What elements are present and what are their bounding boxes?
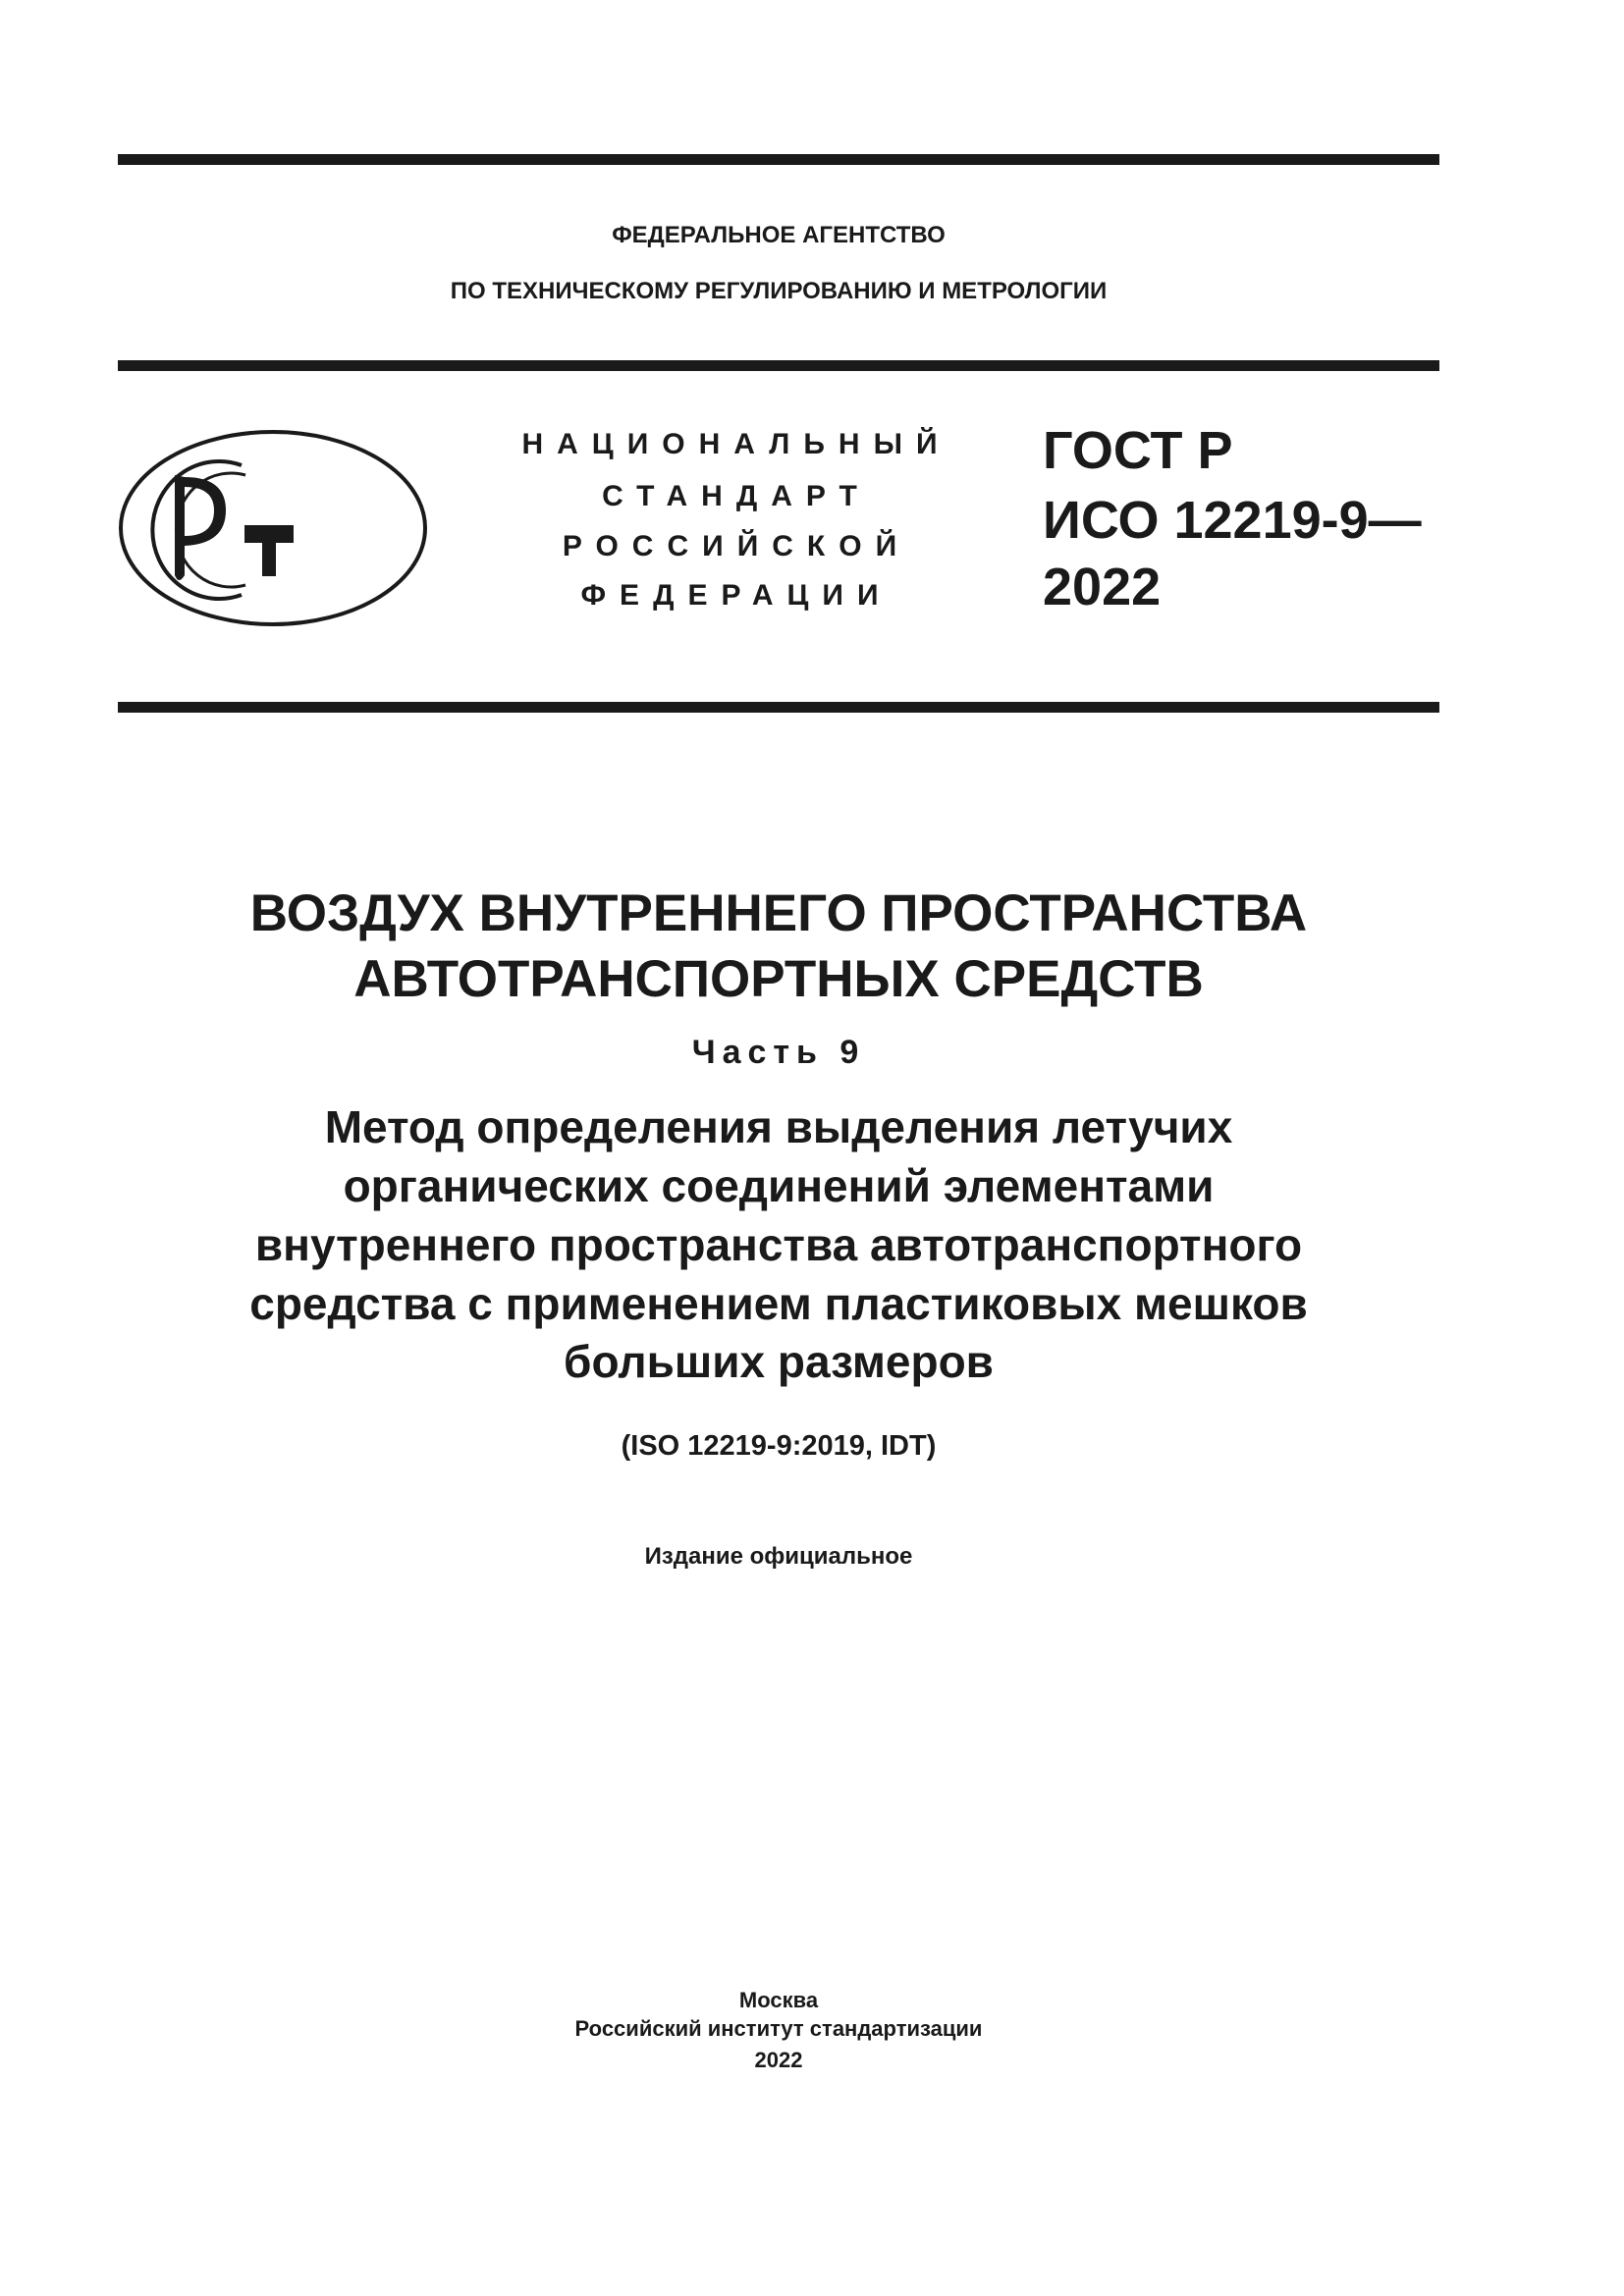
- subtitle-line-3: внутреннего пространства автотранспортного: [254, 1219, 1303, 1270]
- national-standard-line-4: ФЕДЕРАЦИИ: [580, 579, 893, 612]
- national-standard-line-2: СТАНДАРТ: [602, 480, 871, 512]
- title-line-1: ВОЗДУХ ВНУТРЕННЕГО ПРОСТРАНСТВА: [249, 884, 1308, 942]
- edition-note: Издание официальное: [644, 1543, 913, 1570]
- subtitle-line-1: Метод определения выделения летучих: [324, 1101, 1233, 1152]
- subtitle-line-2: органических соединений элементами: [343, 1160, 1215, 1211]
- agency-line-1: ФЕДЕРАЛЬНОЕ АГЕНТСТВО: [612, 222, 946, 248]
- imprint-publisher: Российский институт стандартизации: [574, 2016, 983, 2041]
- subtitle-line-4: средства с применением пластиковых мешков: [249, 1278, 1308, 1329]
- designation-line-1: ГОСТ Р: [1043, 421, 1233, 480]
- title-line-2: АВТОТРАНСПОРТНЫХ СРЕДСТВ: [353, 950, 1204, 1008]
- top-rule: [118, 154, 1439, 165]
- part-label: Часть 9: [691, 1034, 866, 1071]
- agency-line-2: ПО ТЕХНИЧЕСКОМУ РЕГУЛИРОВАНИЮ И МЕТРОЛОГИИ: [450, 278, 1108, 304]
- national-standard-line-3: РОССИЙСКОЙ: [562, 530, 911, 562]
- designation-line-2: ИСО 12219-9—: [1043, 491, 1422, 550]
- designation-line-3: 2022: [1043, 558, 1162, 616]
- imprint-year: 2022: [754, 2048, 803, 2072]
- subtitle-line-5: больших размеров: [564, 1336, 994, 1387]
- second-rule: [118, 360, 1439, 371]
- third-rule: [118, 702, 1439, 713]
- iso-reference: (ISO 12219-9:2019, IDT): [621, 1430, 937, 1462]
- gost-r-logo: [116, 428, 430, 628]
- imprint-city: Москва: [738, 1988, 819, 2012]
- national-standard-line-1: НАЦИОНАЛЬНЫЙ: [521, 428, 951, 460]
